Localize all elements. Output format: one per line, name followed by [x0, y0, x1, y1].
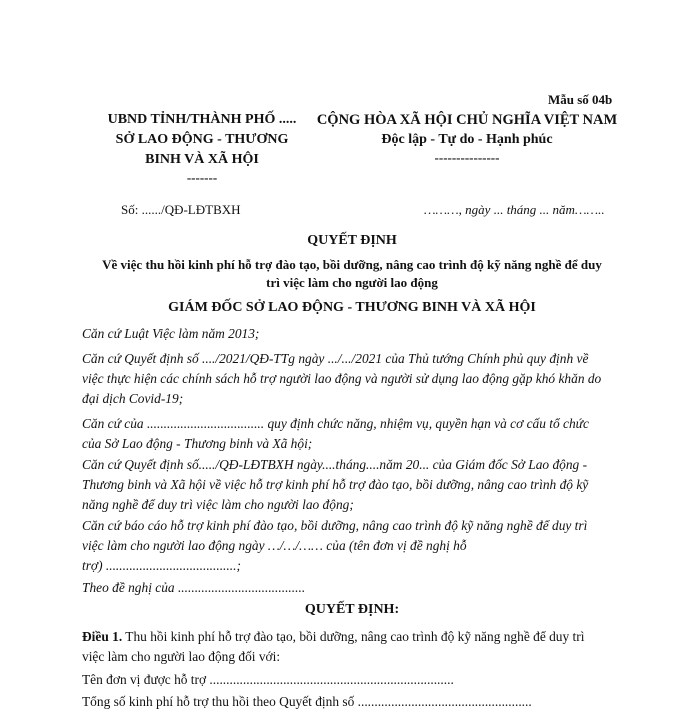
basis-paragraph: Căn cứ của ................................... quy định chức năng, nhiệm vụ, quyền hạn và cơ cấu tổ chức của Sở Lao động - Thương binh và Xã hội; — [82, 416, 589, 451]
national-motto: Độc lập - Tự do - Hạnh phúc — [381, 132, 553, 147]
article-1 — [82, 627, 622, 667]
decision-title: QUYẾT ĐỊNH: — [304, 602, 400, 617]
basis-paragraph: Căn cứ báo cáo hỗ trợ kinh phí đào tạo, bồi dưỡng, nâng cao trình độ kỹ năng nghề để duy trì việc làm cho người lao động ngày …/…/…… của (tên đơn vị đề nghị hỗ trợ) .......................................; — [82, 518, 588, 573]
national-title: CỘNG HÒA XÃ HỘI CHỦ NGHĨA VIỆT NAM — [316, 112, 618, 128]
article-1-label: Điều 1. — [82, 629, 123, 644]
issuing-authority-line1: UBND TỈNH/THÀNH PHỐ ..... — [107, 112, 297, 127]
article-1-text-cont: việc làm cho người lao động đối với: — [82, 649, 281, 664]
basis-paragraph: Căn cứ Luật Việc làm năm 2013; — [82, 326, 260, 341]
document-title: QUYẾT ĐỊNH — [307, 233, 397, 248]
supported-unit-line: Tên đơn vị được hỗ trợ ......................................................................... — [82, 672, 454, 687]
right-header-rule: --------------- — [434, 150, 500, 165]
basis-paragraph: Căn cứ Quyết định số ..../2021/QĐ-TTg ngày .../.../2021 của Thủ tướng Chính phủ quy định về việc thực hiện các chính sách hỗ trợ người lao động và người sử dụng lao động gặp khó khăn do đại dịch Covid-19; — [82, 351, 602, 406]
issuing-authority-line2: SỞ LAO ĐỘNG - THƯƠNG — [115, 132, 289, 147]
left-header-rule: ------- — [186, 170, 218, 185]
subject-line-2: trì việc làm cho người lao động — [266, 275, 438, 290]
document-date: ………, ngày ... tháng ... năm…….. — [424, 202, 605, 217]
article-1-text: Thu hồi kinh phí hỗ trợ đào tạo, bồi dưỡng, nâng cao trình độ kỹ năng nghề để duy trì — [122, 629, 585, 644]
document-number: Số: ....../QĐ-LĐTBXH — [121, 202, 241, 217]
basis-paragraph: Theo đề nghị của ...................................... — [82, 580, 306, 595]
basis-paragraph: Căn cứ Quyết định số...../QĐ-LĐTBXH ngày....tháng....năm 20... của Giám đốc Sở Lao động - Thương binh và Xã hội về việc hỗ trợ kinh phí hỗ trợ đào tạo, bồi dưỡng, nâng cao trình độ kỹ năng nghề để duy trì việc làm cho người lao động; — [82, 457, 589, 512]
form-number: Mẫu số 04b — [548, 92, 613, 107]
issuing-authority-line3: BINH VÀ XÃ HỘI — [145, 152, 259, 167]
total-amount-line: Tổng số kinh phí hỗ trợ thu hồi theo Quyết định số .................................................... — [82, 694, 532, 709]
authority-heading: GIÁM ĐỐC SỞ LAO ĐỘNG - THƯƠNG BINH VÀ XÃ HỘI — [168, 300, 536, 315]
subject-line-1: Về việc thu hồi kinh phí hỗ trợ đào tạo, bồi dưỡng, nâng cao trình độ kỹ năng nghề để duy — [102, 257, 602, 272]
